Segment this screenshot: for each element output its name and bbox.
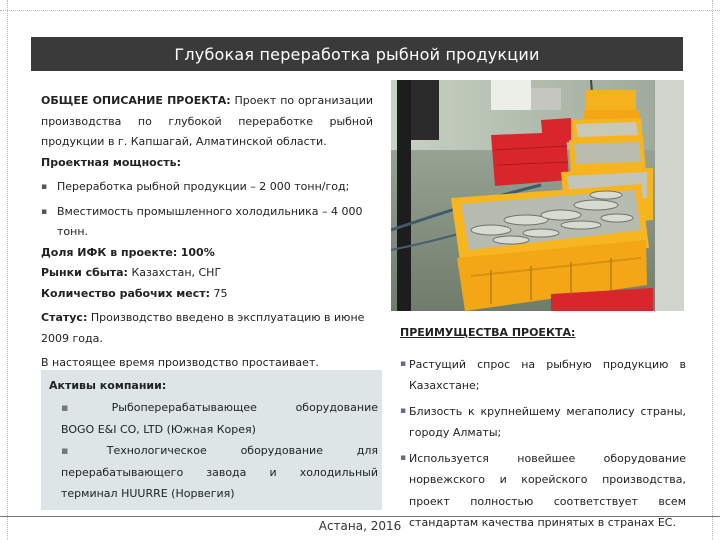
slide-title: Глубокая переработка рыбной продукции <box>31 37 683 71</box>
advantage-text: Растущий спрос на рыбную продукцию в Казахстане; <box>409 357 686 392</box>
asset-line-2: BOGO E&I CO, LTD (Южная Корея) <box>61 422 256 436</box>
fact-markets <box>41 263 373 284</box>
fish-crates-photo <box>391 80 684 311</box>
fact-label: Доля ИФК в проекте: <box>41 245 178 259</box>
description-text: Проект по организации производства по глубокой переработке рыбной продукции в г. Капшагай, Алматинской области. <box>41 94 373 148</box>
asset-line-1: ▪ Рыбоперерабатывающее оборудование <box>61 401 378 414</box>
bullet-icon: ▪ <box>400 452 407 463</box>
fact-jobs <box>41 284 373 305</box>
capacity-item: ▪ Вместимость промышленного холодильника – 4 000 тонн. <box>41 202 373 243</box>
advantage-text: Используется новейшее оборудование норвежского и корейского производства, проект полностью соответствует всем стандартам качества принятых в странах ЕС. <box>409 451 686 529</box>
project-description-column <box>41 91 373 374</box>
description-paragraph <box>41 91 373 153</box>
fact-label: Количество рабочих мест: <box>41 286 211 300</box>
fact-value: 100% <box>180 245 215 259</box>
asset-line-2: перерабатывающего завода и холодильный <box>61 465 378 479</box>
asset-item <box>61 440 378 505</box>
advantages-column <box>400 322 686 538</box>
description-label: ОБЩЕЕ ОПИСАНИЕ ПРОЕКТА: <box>41 94 231 107</box>
advantages-title: ПРЕИМУЩЕСТВА ПРОЕКТА: <box>400 326 576 339</box>
frame-top-line <box>0 10 720 12</box>
assets-title: Активы компании: <box>49 379 167 392</box>
company-assets-box <box>41 370 382 510</box>
fact-value: 75 <box>213 286 228 300</box>
fact-status <box>41 308 373 349</box>
asset-line-3: терминал HUURRE (Норвегия) <box>61 487 235 500</box>
fact-label: Статус: <box>41 311 88 324</box>
capacity-item: ▪ Переработка рыбной продукции – 2 000 тонн/год; <box>41 177 373 198</box>
advantage-text: Близость к крупнейшему мегаполису страны, городу Алматы; <box>409 404 686 439</box>
fact-value: Производство введено в эксплуатацию в июне 2009 года. <box>41 311 365 345</box>
photo-illustration <box>391 80 684 311</box>
asset-item <box>61 397 378 440</box>
capacity-list <box>41 177 373 243</box>
status-note: В настоящее время производство простаивает. <box>41 356 319 369</box>
frame-right-line <box>712 0 714 540</box>
fact-share <box>41 243 373 264</box>
asset-line-1: ▪ Технологическое оборудование для <box>61 444 378 457</box>
frame-left-line <box>7 0 9 540</box>
fact-label: Рынки сбыта: <box>41 266 128 279</box>
advantage-item <box>400 354 686 397</box>
footer-location-year: Астана, 2016 <box>318 519 402 533</box>
bullet-icon: ▪ <box>400 358 407 369</box>
fact-value: Казахстан, СНГ <box>131 266 222 279</box>
capacity-label: Проектная мощность: <box>41 155 181 169</box>
advantage-item <box>400 401 686 444</box>
bullet-icon: ▪ <box>400 405 407 416</box>
